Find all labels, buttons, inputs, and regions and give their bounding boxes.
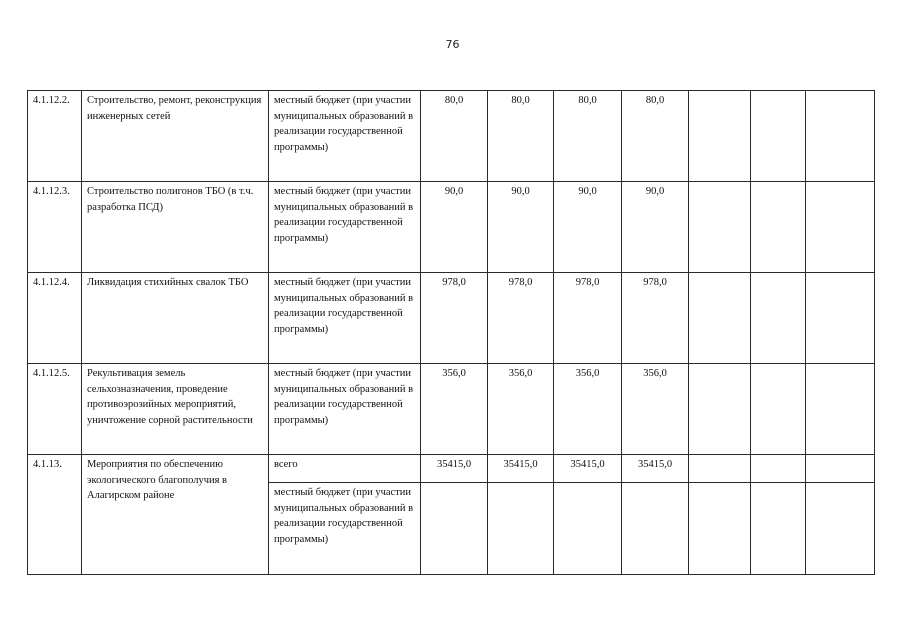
value-cell (751, 364, 806, 455)
value-cell: 90,0 (554, 182, 622, 273)
value-cell: 35415,0 (488, 455, 554, 483)
value-cell (421, 483, 488, 575)
row-code: 4.1.12.4. (28, 273, 82, 364)
row-name: Строительство, ремонт, реконструкция инженерных сетей (82, 91, 269, 182)
value-cell (806, 483, 875, 575)
table-row (28, 455, 875, 483)
value-cell (751, 483, 806, 575)
value-cell: 80,0 (488, 91, 554, 182)
value-cell (554, 483, 622, 575)
value-cell: 35415,0 (421, 455, 488, 483)
row-code: 4.1.12.3. (28, 182, 82, 273)
value-cell (806, 455, 875, 483)
value-cell: 80,0 (554, 91, 622, 182)
value-cell: 80,0 (421, 91, 488, 182)
row-code: 4.1.13. (28, 455, 82, 575)
value-cell (806, 182, 875, 273)
table-row (28, 91, 875, 182)
row-source: местный бюджет (при участии муниципальных образований в реализации государственной программы) (269, 364, 421, 455)
value-cell (488, 483, 554, 575)
budget-table (27, 90, 875, 575)
row-name: Ликвидация стихийных свалок ТБО (82, 273, 269, 364)
row-code: 4.1.12.5. (28, 364, 82, 455)
table-row (28, 364, 875, 455)
row-name: Мероприятия по обеспечению экологического благополучия в Алагирском районе (82, 455, 269, 575)
value-cell: 978,0 (554, 273, 622, 364)
value-cell (689, 364, 751, 455)
value-cell: 35415,0 (622, 455, 689, 483)
value-cell (751, 91, 806, 182)
value-cell: 356,0 (554, 364, 622, 455)
value-cell (751, 182, 806, 273)
value-cell: 978,0 (421, 273, 488, 364)
value-cell (751, 455, 806, 483)
value-cell (689, 273, 751, 364)
value-cell: 978,0 (622, 273, 689, 364)
value-cell (689, 455, 751, 483)
value-cell (689, 91, 751, 182)
value-cell: 90,0 (421, 182, 488, 273)
value-cell: 978,0 (488, 273, 554, 364)
page-number: 76 (445, 38, 460, 51)
row-source: местный бюджет (при участии муниципальных образований в реализации государственной программы) (269, 273, 421, 364)
row-code: 4.1.12.2. (28, 91, 82, 182)
value-cell (806, 273, 875, 364)
row-name: Строительство полигонов ТБО (в т.ч. разработка ПСД) (82, 182, 269, 273)
table-row (28, 182, 875, 273)
value-cell: 90,0 (488, 182, 554, 273)
row-name: Рекультивация земель сельхозназначения, проведение противоэрозийных мероприятий, уничтожение сорной растительности (82, 364, 269, 455)
value-cell: 80,0 (622, 91, 689, 182)
value-cell: 90,0 (622, 182, 689, 273)
value-cell (751, 273, 806, 364)
row-source: местный бюджет (при участии муниципальных образований в реализации государственной программы) (269, 91, 421, 182)
value-cell: 356,0 (421, 364, 488, 455)
value-cell (806, 91, 875, 182)
table-row (28, 273, 875, 364)
value-cell: 35415,0 (554, 455, 622, 483)
value-cell (806, 364, 875, 455)
value-cell (622, 483, 689, 575)
row-source: всего (269, 455, 421, 483)
row-source: местный бюджет (при участии муниципальных образований в реализации государственной программы) (269, 483, 421, 575)
value-cell (689, 182, 751, 273)
value-cell (689, 483, 751, 575)
value-cell: 356,0 (622, 364, 689, 455)
value-cell: 356,0 (488, 364, 554, 455)
row-source: местный бюджет (при участии муниципальных образований в реализации государственной программы) (269, 182, 421, 273)
